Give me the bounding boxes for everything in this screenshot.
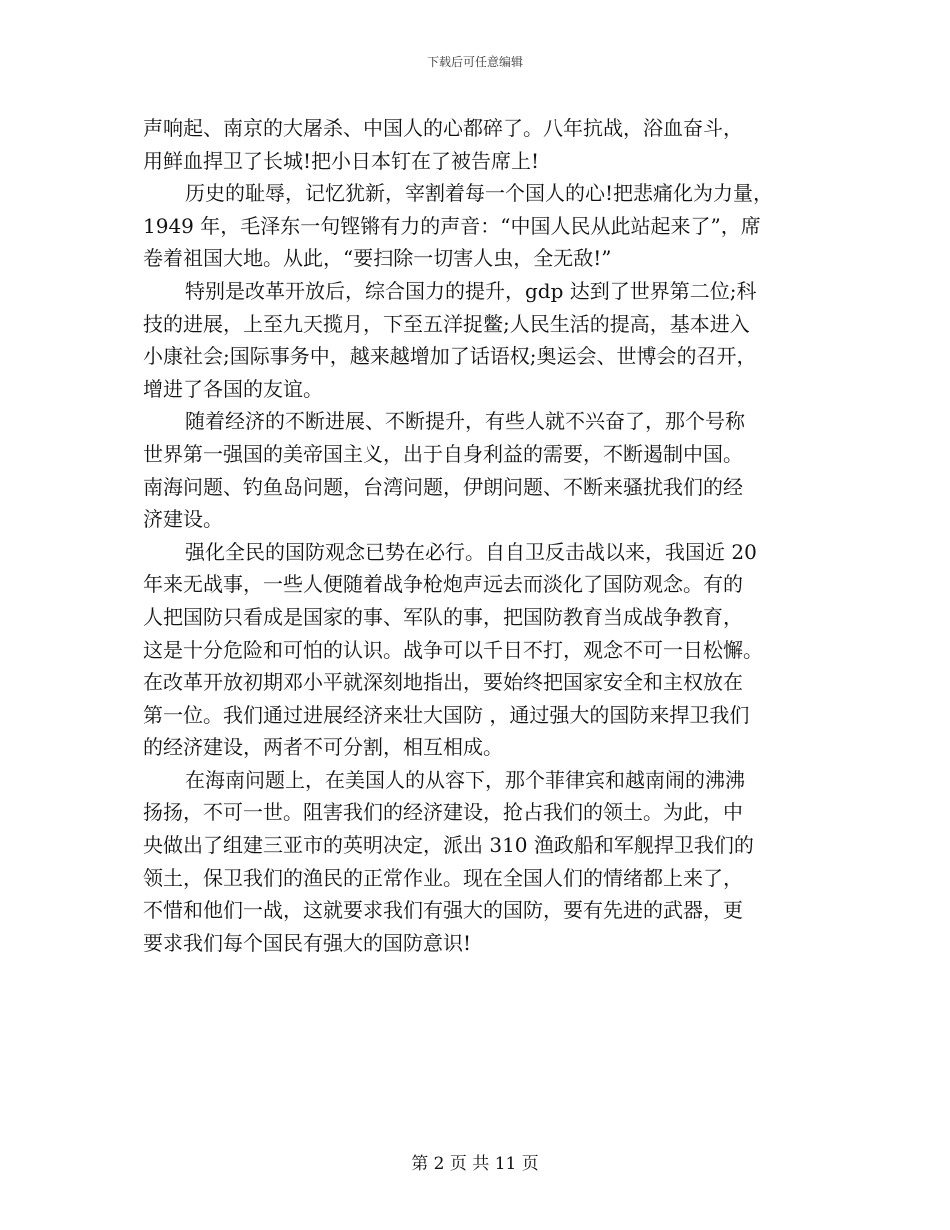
text-line: 年来无战事，一些人便随着战争枪炮声远去而淡化了国防观念。有的 xyxy=(143,572,743,597)
text-line: 不惜和他们一战，这就要求我们有强大的国防，要有先进的武器，更 xyxy=(143,898,743,923)
text-line: 增进了各国的友谊。 xyxy=(143,376,323,401)
text-line: 世界第一强国的美帝国主义，出于自身利益的需要，不断遏制中国。 xyxy=(143,441,743,466)
text-line: 要求我们每个国民有强大的国防意识! xyxy=(143,930,472,955)
text-line: 技的进展，上至九天揽月，下至五洋捉鳖;人民生活的提高，基本进入 xyxy=(143,311,750,336)
paragraph-start-line: 在海南问题上，在美国人的从容下，那个菲律宾和越南闹的沸沸 xyxy=(185,767,745,792)
text-line: 小康社会;国际事务中，越来越增加了话语权;奥运会、世博会的召开， xyxy=(143,344,757,369)
text-line: 扬扬，不可一世。阻害我们的经济建设，抢占我们的领土。为此，中 xyxy=(143,800,743,825)
text-line: 第一位。我们通过进展经济来壮大国防 ，通过强大的国防来捍卫我们 xyxy=(143,702,750,727)
page-header-note: 下载后可任意编辑 xyxy=(426,55,523,69)
text-line: 这是十分危险和可怕的认识。战争可以千日不打，观念不可一日松懈。 xyxy=(143,637,763,662)
text-line: 领土，保卫我们的渔民的正常作业。现在全国人们的情绪都上来了， xyxy=(143,865,743,890)
text-line: 的经济建设，两者不可分割，相互相成。 xyxy=(143,735,503,760)
paragraph-start-line: 强化全民的国防观念已势在必行。自自卫反击战以来，我国近 20 xyxy=(185,539,757,564)
text-line: 济建设。 xyxy=(143,507,223,532)
text-line: 用鲜血捍卫了长城!把小日本钉在了被告席上! xyxy=(143,148,540,173)
text-line: 1949 年，毛泽东一句铿锵有力的声音：“中国人民从此站起来了”，席 xyxy=(143,213,761,238)
paragraph-start-line: 随着经济的不断进展、不断提升，有些人就不兴奋了，那个号称 xyxy=(185,409,745,434)
text-line: 卷着祖国大地。从此，“要扫除一切害人虫，全无敌!” xyxy=(143,246,612,271)
text-line: 在改革开放初期邓小平就深刻地指出，要始终把国家安全和主权放在 xyxy=(143,670,743,695)
text-line: 央做出了组建三亚市的英明决定，派出 310 渔政船和军舰捍卫我们的 xyxy=(143,833,754,858)
document-body xyxy=(143,112,843,959)
page-number-footer: 第 2 页 共 11 页 xyxy=(411,1154,539,1174)
paragraph-start-line: 特别是改革开放后，综合国力的提升，gdp 达到了世界第二位;科 xyxy=(185,278,757,303)
text-line: 南海问题、钓鱼岛问题，台湾问题，伊朗问题、不断来骚扰我们的经 xyxy=(143,474,743,499)
paragraph-start-line: 历史的耻辱，记忆犹新，宰割着每一个国人的心!把悲痛化为力量， xyxy=(185,181,774,206)
text-line: 声响起、南京的大屠杀、中国人的心都碎了。八年抗战，浴血奋斗， xyxy=(143,116,743,140)
text-line: 人把国防只看成是国家的事、军队的事，把国防教育当成战争教育， xyxy=(143,604,743,629)
